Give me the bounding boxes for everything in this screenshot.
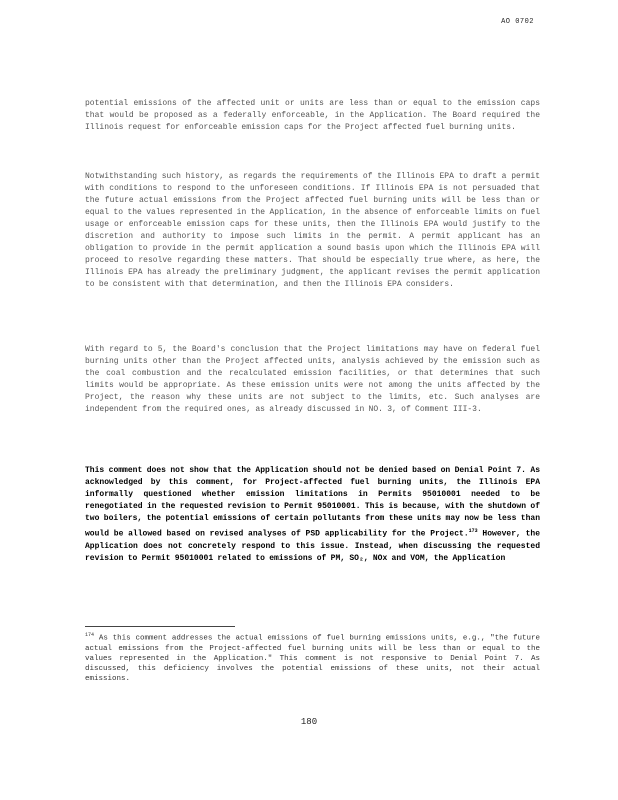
footnote-divider [85, 626, 235, 627]
footnote [85, 630, 540, 684]
paragraph-2: Notwithstanding such history, as regards the requirements of the Illinois EPA to draft a permit with conditions to respond to the unforeseen conditions. If Illinois EPA is not persuaded that the future actual emissions from the Project affected fuel burning units will be less than or equal to the values represented in the Application, in the absence of enforceable limits on fuel usage or enforceable emission caps for these units, then the Illinois EPA would justify to the discretion and authority to impose such limits in the permit. A permit applicant has an obligation to provide in the permit application a sound basis upon which the Illinois EPA will proceed to resolve regarding these matters. That should be especially true where, as here, the Illinois EPA has already the preliminary judgment, the applicant revises the permit application to be consistent with that determination, and then the Illinois EPA considers. [85, 172, 540, 289]
page-id: AO 0702 [501, 18, 534, 26]
footnote-text: As this comment addresses the actual emissions of fuel burning emissions units, e.g., "the future actual emissions from the Project-affected fuel burning units will be less than or equal to the values represented in the Application." This comment is not responsive to Denial Point 7. As discussed, this deficiency involves the potential emissions of these units, not their actual emissions. [85, 634, 540, 683]
paragraph-3: With regard to 5, the Board's conclusion that the Project limitations may have on federal fuel burning units other than the Project affected units, analysis achieved by the emission such as the coal combustion and the recalculated emission facilities, or that determines that such limits would be appropriate. As these emission units were not among the units affected by the Project, the reason why these units are not subject to the limits, etc. Such analyses are independent from the required ones, as already discussed in NO. 3, of Comment III-3. [85, 345, 540, 414]
footnote-number: 174 [85, 632, 95, 638]
page-number: 180 [300, 717, 318, 727]
footnote-reference: 173 [468, 528, 478, 534]
paragraph-4-continuation: However, the Application does not concretely respond to this issue. Instead, when discussing the requested revision to Permit 95010001 related to emissions of PM, SO₂, NOx and VOM, the Application [85, 529, 540, 563]
paragraph-4 [85, 465, 540, 565]
paragraph-1: potential emissions of the affected unit or units are less than or equal to the emission caps that would be proposed as a federally enforceable, in the Application. The Board required the Illinois request for enforceable emission caps for the Project affected fuel burning units. [85, 99, 540, 132]
paragraph-4-text: This comment does not show that the Application should not be denied based on Denial Point 7. As acknowledged by this comment, for Project-affected fuel burning units, the Illinois EPA informally questioned whether emission limitations in Permits 95010001 needed to be renegotiated in the requested revision to Permit 95010001. This is because, with the shutdown of two boilers, the potential emissions of certain pollutants from these units may now be less than would be allowed based on revised analyses of PSD applicability for the Project. [85, 466, 540, 539]
